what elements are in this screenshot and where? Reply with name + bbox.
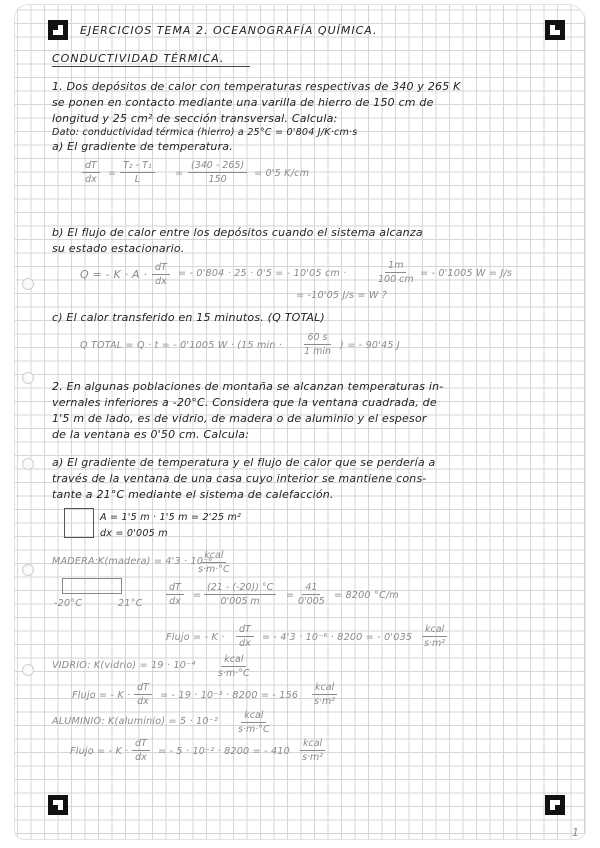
corner-marker-icon [48,20,68,40]
gradient-result: = 0'5 K/cm [254,168,310,179]
flux-result: = - 0'1005 W = J/s [420,268,513,279]
fraction-gradient-values: $\frac{41}{0'005}$ [298,582,325,607]
aluminio-label: ALUMINIO: K(aluminio) = 5 · 10⁻² [52,716,218,727]
total-heat-result: ) = - 90'45 J [340,340,400,351]
fraction-flux-unit: kcal s·m² [422,624,447,649]
binder-hole [22,372,34,384]
flujo-vidrio-start: Flujo = - K · [72,690,131,701]
binder-hole [22,664,34,676]
flux-equation-mid: = - 0'804 · 25 · 0'5 = - 10'05 cm · [178,268,347,279]
fraction-dT-dx: $\frac{dT}{dx}$ [82,160,100,185]
flux-equation-start: Q = - K · A · [80,268,148,281]
window-area: A = 1'5 m · 1'5 m = 2'25 m² [100,512,242,523]
temp-outside: -20°C [54,598,83,609]
fraction-time-conversion: 60 s 1 min [304,332,331,357]
flujo-madera-start: Flujo = - K · [166,632,225,643]
problem1-part-b-line2: su estado estacionario. [52,242,185,255]
binder-hole [22,564,34,576]
fraction-k-unit: kcal s·m·°C [238,710,270,735]
problem1-line2: se ponen en contacto mediante una varilla de hierro de 150 cm de [52,96,434,109]
fraction-dT-dx: $\frac{dT}{dx}$ [236,624,254,649]
fraction-dT-dx: $\frac{dT}{dx}$ [166,582,184,607]
page-title: EJERCICIOS TEMA 2. OCEANOGRAFÍA QUÍMICA. [80,24,378,37]
problem2-line2: vernales inferiores a -20°C. Considera que la ventana cuadrada, de [52,396,437,409]
corner-marker-icon [48,795,68,815]
total-heat-equation-start: Q TOTAL = Q · t = - 0'1005 W · (15 min · [80,340,283,351]
wall-section-sketch [62,578,122,594]
problem1-dato: Dato: conductividad térmica (hierro) a 25°C = 0'804 J/K·cm·s [52,127,358,138]
window-thickness: dx = 0'005 m [100,528,168,539]
flujo-vidrio-mid: = - 19 · 10⁻³ · 8200 = - 156 [160,690,299,701]
fraction-temp-over-length: $\frac{\text{T₂ - T₁}}{L}$ [120,160,155,185]
binder-hole [22,278,34,290]
gradient-result: = 8200 °C/m [334,590,399,601]
problem2-line3: 1'5 m de lado, es de vidrio, de madera o de aluminio y el espesor [52,412,427,425]
flujo-aluminio-start: Flujo = - K · [70,746,129,757]
problem2-line4: de la ventana es 0'50 cm. Calcula: [52,428,250,441]
problem1-part-a: a) El gradiente de temperatura. [52,140,233,153]
problem2-line1: 2. En algunas poblaciones de montaña se alcanzan temperaturas in- [52,380,444,393]
problem1-part-c: c) El calor transferido en 15 minutos. (Q TOTAL) [52,311,325,324]
fraction-flux-unit: kcal s·m² [312,682,337,707]
fraction-flux-unit: kcal s·m² [300,738,325,763]
madera-label: MADERA: [52,556,99,567]
window-sketch-square [64,508,94,538]
flujo-aluminio-mid: = - 5 · 10⁻² · 8200 = - 410 [158,746,290,757]
corner-marker-icon [545,795,565,815]
problem1-line1: 1. Dos depósitos de calor con temperaturas respectivas de 340 y 265 K [52,80,461,93]
temp-inside: 21°C [118,598,143,609]
binder-hole [22,458,34,470]
section-underline [52,66,250,67]
problem1-part-b-line1: b) El flujo de calor entre los depósitos cuando el sistema alcanza [52,226,423,239]
fraction-k-unit: kcal s·m·°C [218,654,250,679]
problem2-part-a-line2: través de la ventana de una casa cuyo interior se mantiene cons- [52,472,427,485]
flujo-madera-mid: = - 4'3 · 10⁻⁶ · 8200 = - 0'035 [262,632,413,643]
fraction-dT-dx: $\frac{dT}{dx}$ [152,262,170,287]
problem2-part-a-line3: tante a 21°C mediante el sistema de calefacción. [52,488,334,501]
fraction-dT-dx: $\frac{dT}{dx}$ [134,682,152,707]
fraction-values: $\frac{(340 - 265)}{150}$ [188,160,247,185]
flux-note: = -10'05 J/s = W ? [296,290,388,301]
fraction-dT-dx: $\frac{dT}{dx}$ [132,738,150,763]
madera-k: K(madera) = 4'3 · 10⁻⁶ [98,556,213,567]
page-number: 1 [572,826,580,839]
problem1-line3: longitud y 25 cm² de sección transversal. Calcula: [52,112,338,125]
fraction-k-unit: kcal s·m·°C [198,550,230,575]
corner-marker-icon [545,20,565,40]
section-title: CONDUCTIVIDAD TÉRMICA. [52,52,225,65]
problem2-part-a-line1: a) El gradiente de temperatura y el flujo de calor que se perdería a [52,456,436,469]
vidrio-label: VIDRIO: K(vidrio) = 19 · 10⁻⁴ [52,660,196,671]
fraction-unit-conversion: $\frac{1m}{100 cm}$ [378,260,414,285]
fraction-temp-difference: $\frac{(21 - (-20)) ^\circ C}{0'005 m}$ [204,582,276,607]
